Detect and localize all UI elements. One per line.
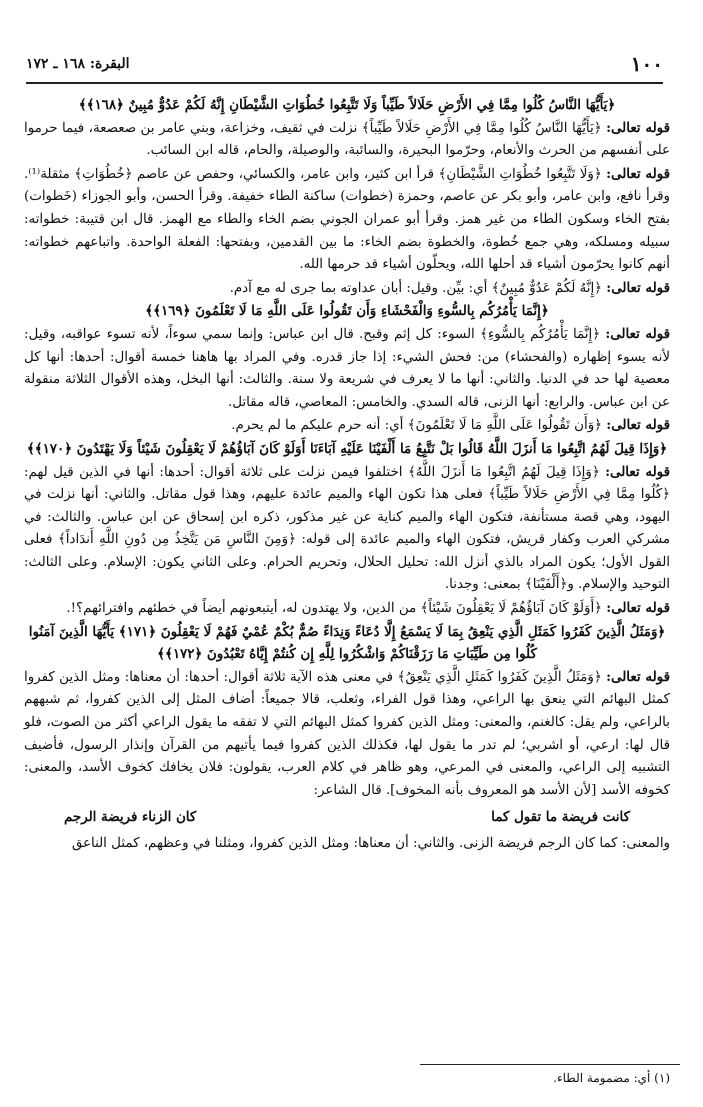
page-header [26, 46, 663, 84]
surah-range: البقرة: ١٦٨ ـ ١٧٢ [26, 56, 130, 72]
verse-line: ﴿وَإِذَا قِيلَ لَهُمُ اتَّبِعُوا مَا أَنزَلَ اللَّهُ قَالُوا بَلْ نَتَّبِعُ مَا أَلْفَيْنَا عَلَيْهِ آبَاءَنَا أَوَلَوْ كَانَ آبَاؤُهُمْ لَا يَعْقِلُونَ شَيْئاً وَلَا يَهْتَدُونَ ﴿١٧٠﴾﴾ [26, 440, 668, 457]
page-body [24, 94, 670, 856]
poem-verse [24, 806, 670, 829]
commentary-paragraph [24, 117, 670, 163]
qawluhu-label: قوله تعالى: [606, 417, 670, 434]
commentary-paragraph [24, 666, 670, 803]
commentary-text: ﴿وَإِذَا قِيلَ لَهُمُ اتَّبِعُوا مَا أَنزَلَ اللَّهُ﴾ اختلفوا فيمن نزلت على ثلاثة أقوال: أحدها: أنها في الذين قيل لهم: ﴿كُلُوا مِمَّا فِي الأَرْضِ حَلَالاً طَيِّباً﴾ فعلى هذا تكون الهاء والميم عائدة عليهم، وهذا قول مقاتل. والثاني: أنها نزلت في اليهود، وهي قصة مستأنفة، فتكون الهاء والميم كناية عن غير مذكور، ذكره ابن إسحاق عن ابن عباس. والثالث: في مشركي العرب وكفار قريش، فتكون الهاء والميم عائدة إلى قوله: ﴿وَمِنَ النَّاسِ مَن يَتَّخِذُ مِن دُونِ اللَّهِ أَندَاداً﴾ فعلى القول الأول؛ يكون المراد بالذي أنزل الله: تحليل الحلال، وتحريم الحرام. وعلى الثاني يكون: الإسلام. وعلى الثالث: التوحيد والإسلام. و﴿أَلْفَيْنَا﴾ بمعنى: وجدنا. [24, 464, 670, 593]
commentary-text: ﴿يَأَيُّهَا النَّاسُ كُلُوا مِمَّا فِي الأَرْضِ حَلَالاً طَيِّباً﴾ نزلت في ثقيف، وخزاعة، وبني عامر بن صعصعة، فيما حرموا على أنفسهم من الحرث والأنعام، وحرّموا البحيرة، والسائبة، والوصيلة، والحام، قاله ابن السائب. [24, 120, 670, 159]
commentary-paragraph [24, 461, 670, 598]
commentary-text: ﴿أَوَلَوْ كَانَ آبَاؤُهُمْ لَا يَعْقِلُونَ شَيْئاً﴾ من الدين، ولا يهتدون له، أيتبعونهم أيضاً في خطئهم وافترائهم؟!. [66, 601, 603, 617]
qawluhu-label: قوله تعالى: [605, 325, 670, 342]
commentary-text: ﴿وَلَا تَتَّبِعُوا خُطُوَاتِ الشَّيْطَانِ﴾ قرأ ابن كثير، وابن عامر، والكسائي، وحفص عن عاصم ﴿خُطُوَاتِ﴾ مثقلة⁽¹⁾. وقرأ نافع، وابن عامر، وأبو بكر عن عاصم، وحمزة (خطوات) ساكنة الطاء خفيفة. وقرأ الحسن، وأبو الجوزاء (خَطوات) بفتح الخاء وسكون الطاء من غير همز. وقرأ أبو عمران الجوني بضم الخاء والطاء مع الهمز. قال ابن قتيبة: خطواته: سبيله ومسلكه، وهي جمع خُطوة، والخطوة بضم الخاء: ما بين القدمين، وبفتحها: الفعلة الواحدة. واتباعهم خطواته: أنهم كانوا يحرّمون أشياء قد أحلها الله، ويحلّون أشياء قد حرمها الله. [24, 166, 670, 273]
poem-second-hemistich: كان الزناء فريضة الرجم [64, 809, 197, 826]
qawluhu-label: قوله تعالى: [606, 119, 670, 136]
commentary-paragraph [24, 414, 670, 438]
commentary-paragraph [24, 833, 670, 856]
qawluhu-label: قوله تعالى: [606, 165, 670, 182]
commentary-text: ﴿وَمَثَلُ الَّذِينَ كَفَرُوا كَمَثَلِ الَّذِي يَنْعِقُ﴾ في معنى هذه الآية ثلاثة أقوال: أحدها: أن معناها: ومثل الذين كفروا كمثل البهائم التي ينعق بها الراعي، وهذا قول الفراء، وثعلب، قالا جميعاً: أضاف المثل إلى الذين كفروا، ثم شبههم بالراعي، ولم يقل: كالغنم، والمعنى: ومثل الذين كفروا كمثل البهائم التي لا تفقه ما يقول الراعي أكثر من الصوت، فلو قال لها: ارعي، أو اشربي؛ لم تدر ما يقول لها، فكذلك الذين كفروا فيما يأتيهم من القرآن وإنذار الرسول، فأضيف التشبيه إلى الراعي، والمعنى في المرعي، وهو ظاهر في كلام العرب، يقولون: فلان يخافك كخوف الأسد، والمعنى: كخوفه الأسد [لأن الأسد هو المعروف بأنه المخوف]. قال الشاعر: [24, 669, 670, 798]
qawluhu-label: قوله تعالى: [606, 668, 670, 685]
page-number: ١٠٠ [630, 52, 663, 76]
commentary-text: ﴿وَأَن تَقُولُوا عَلَى اللَّهِ مَا لَا تَعْلَمُونَ﴾ أي: أنه حرم عليكم ما لم يحرم. [231, 418, 603, 434]
commentary-text: ﴿إِنَّمَا يَأْمُرُكُم بِالسُّوءِ﴾ السوء: كل إثم وقبح. قال ابن عباس: وإنما سمي سوءاً، لأنه تسوء عواقبه، وقيل: لأنه يسوء إظهاره (والفحشاء) من: فحش الشيء: إذا جاز قدره. وفي المراد بها هاهنا خمسة أقوال: أحدها: أنها كل معصية لها حد في الدنيا. والثاني: أنها ما لا يعرف في شريعة ولا سنة. والثالث: أنها البخل، وهذه الأقوال الثلاثة منقولة عن ابن عباس. والرابع: أنها الزنى، قاله السدي. والخامس: المعاصي، قاله مقاتل. [24, 326, 670, 410]
commentary-paragraph [24, 323, 670, 414]
poem-first-hemistich: كانت فريضة ما تقول كما [491, 809, 630, 826]
commentary-paragraph [24, 163, 670, 277]
commentary-text: والمعنى: كما كان الرجم فريضة الزنى. والثاني: أن معناها: ومثل الذين كفروا، ومثلنا في وعظهم، كمثل الناعق [71, 836, 670, 851]
footnote: (١) أي: مضمومة الطاء. [553, 1071, 670, 1085]
qawluhu-label: قوله تعالى: [605, 463, 670, 480]
qawluhu-label: قوله تعالى: [606, 600, 670, 617]
footnote-rule [420, 1064, 680, 1065]
commentary-paragraph [24, 597, 670, 621]
verse-line: ﴿وَمَثَلُ الَّذِينَ كَفَرُوا كَمَثَلِ الَّذِي يَنْعِقُ بِمَا لَا يَسْمَعُ إِلَّا دُعَاءً وَنِدَاءً صُمٌّ بُكْمٌ عُمْيٌ فَهُمْ لَا يَعْقِلُونَ ﴿١٧١﴾ يَأَيُّهَا الَّذِينَ آمَنُوا كُلُوا مِن طَيِّبَاتِ مَا رَزَقْنَاكُمْ وَاشْكُرُوا لِلَّهِ إِن كُنتُمْ إِيَّاهُ تَعْبُدُونَ ﴿١٧٢﴾﴾ [28, 623, 666, 663]
commentary-paragraph [24, 277, 670, 301]
verse-line: ﴿إِنَّمَا يَأْمُرُكُم بِالسُّوءِ وَالْفَحْشَاءِ وَأَن تَقُولُوا عَلَى اللَّهِ مَا لَا تَعْلَمُونَ ﴿١٦٩﴾﴾ [145, 303, 549, 320]
qawluhu-label: قوله تعالى: [606, 279, 670, 296]
commentary-text: ﴿إِنَّهُ لَكُمْ عَدُوٌّ مُبِينٌ﴾ أي: بيِّن. وقيل: أبان عداوته بما جرى له مع آدم. [229, 280, 603, 296]
verse-line: ﴿يَأَيُّهَا النَّاسُ كُلُوا مِمَّا فِي الأَرْضِ حَلَالاً طَيِّباً وَلَا تَتَّبِعُوا خُطُوَاتِ الشَّيْطَانِ إِنَّهُ لَكُمْ عَدُوٌّ مُبِينٌ ﴿١٦٨﴾﴾ [78, 97, 616, 113]
